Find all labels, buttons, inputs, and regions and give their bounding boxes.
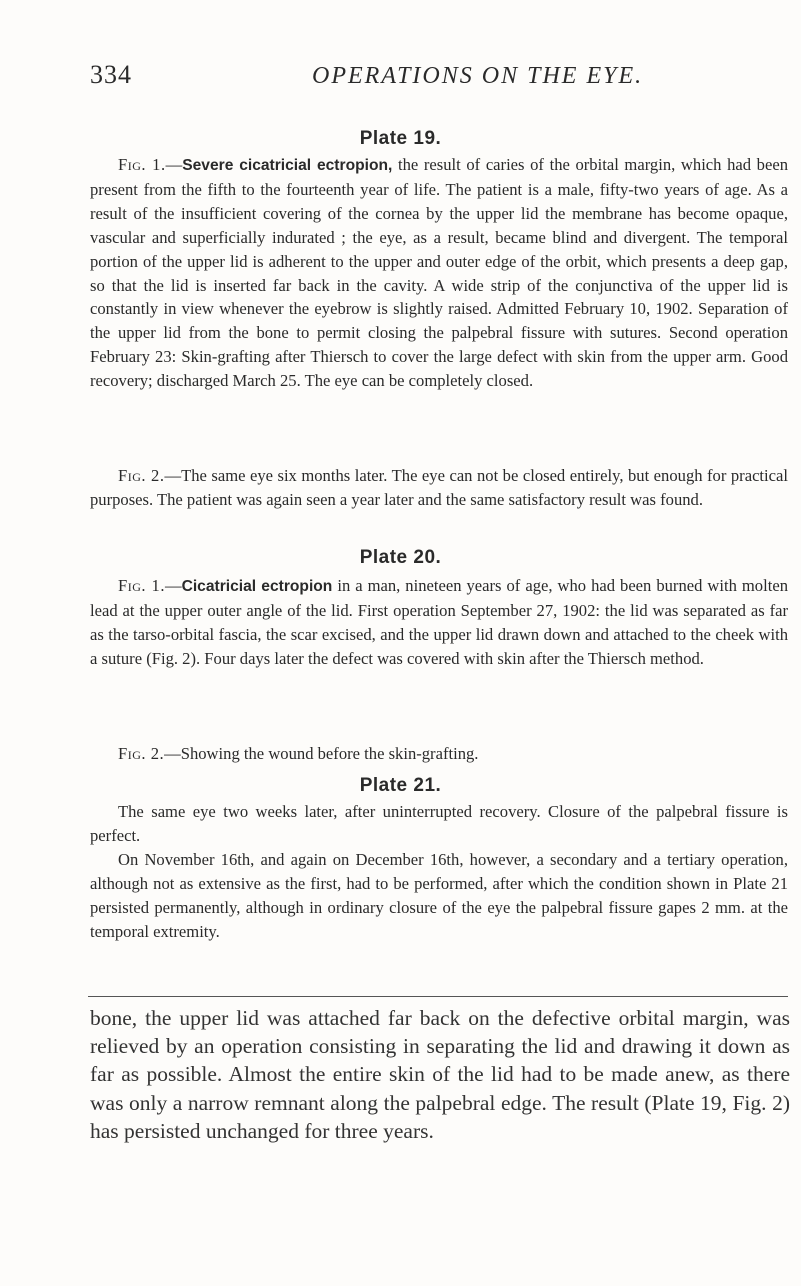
fig-label: Fig. 1. bbox=[118, 155, 166, 174]
plate-19-fig-1-caption bbox=[90, 153, 788, 393]
fig-label: Fig. 2. bbox=[118, 744, 165, 763]
plate-21-paragraph-2: On November 16th, and again on December 16th, however, a secondary and a tertiary operation, although not as extensive as the first, had to be performed, after which the condition shown in Plate 21 persisted permanently, although in ordinary closure of the eye the palpebral fissure gapes 2 mm. at the temporal extremity. bbox=[90, 850, 788, 941]
main-body-text: bone, the upper lid was attached far back on the defective orbital margin, was relieved by an operation consisting in separating the lid and drawing it down as far as possible. Almost the entire skin of the lid had to be made anew, as there was only a narrow remnant along the palpebral edge. The result (Plate 19, Fig. 2) has persisted unchanged for three years. bbox=[90, 1006, 790, 1143]
fig-title: Severe cicatricial ectropion, bbox=[182, 157, 393, 174]
plate-20-fig-1-caption bbox=[90, 574, 788, 671]
fig-text: —The same eye six months later. The eye can not be closed entirely, but enough for practical purposes. The patient was again seen a year later and the same satisfactory result was found. bbox=[90, 466, 788, 509]
fig-title: Cicatricial ectropion bbox=[181, 578, 333, 595]
plate-21-paragraph-1: The same eye two weeks later, after uninterrupted recovery. Closure of the palpebral fissure is perfect. bbox=[90, 802, 788, 845]
fig-text: —Showing the wound before the skin-grafting. bbox=[164, 744, 479, 763]
page-header bbox=[90, 60, 790, 100]
fig-text: in a man, nineteen years of age, who had been burned with molten lead at the upper outer angle of the lid. First operation September 27, 1902: the lid was separated as far as the tarso-orbital fascia, the scar excised, and the upper lid drawn down and attached to the cheek with a suture (Fig. 2). Four days later the defect was covered with skin after the Thiersch method. bbox=[90, 576, 788, 668]
running-title: OPERATIONS ON THE EYE. bbox=[312, 63, 644, 89]
plate-21-heading: Plate 21. bbox=[359, 775, 442, 796]
plate-20-heading: Plate 20. bbox=[359, 547, 442, 568]
footnote-divider bbox=[88, 996, 788, 997]
plate-19-fig-2-caption bbox=[90, 464, 788, 512]
dash: — bbox=[165, 155, 183, 174]
plate-20-fig-2-caption bbox=[90, 742, 788, 766]
fig-label: Fig. 2. bbox=[118, 466, 165, 485]
fig-text: the result of caries of the orbital margin, which had been present from the fifth to the fourteenth year of life. The patient is a male, fifty-two years of age. As a result of the insufficient covering of the cornea by the upper lid the membrane has become opaque, vascular and superficially indurated ; the eye, as a result, became blind and divergent. The temporal portion of the upper lid is adherent to the upper and outer edge of the orbit, which presents a deep gap, so that the lid is inserted far back in the cavity. A wide strip of the conjunctiva of the upper lid is constantly in view whenever the eyebrow is slightly raised. Admitted February 10, 1902. Separation of the upper lid from the bone to permit closing the palpebral fissure with sutures. Second operation February 23: Skin-grafting after Thiersch to cover the large defect with skin from the upper arm. Good recovery; discharged March 25. The eye can be completely closed. bbox=[90, 155, 789, 391]
page-number: 334 bbox=[90, 60, 132, 89]
dash: — bbox=[164, 576, 182, 595]
plate-19-heading: Plate 19. bbox=[359, 128, 442, 149]
fig-label: Fig. 1. bbox=[118, 576, 165, 595]
